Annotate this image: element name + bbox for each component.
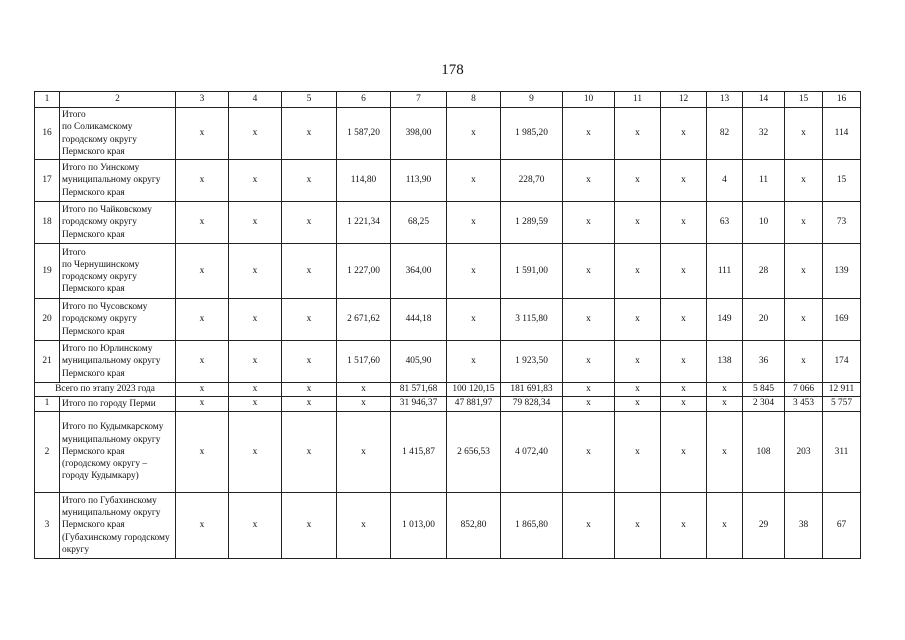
table-cell: x	[337, 411, 391, 492]
table-cell: 1 985,20	[501, 108, 563, 160]
table-cell: 169	[823, 299, 861, 341]
table-cell: 114	[823, 108, 861, 160]
table-cell: x	[229, 411, 282, 492]
table-cell: x	[615, 160, 661, 202]
table-cell: 20	[743, 299, 785, 341]
table-cell: 67	[823, 492, 861, 558]
table-cell: 2 671,62	[337, 299, 391, 341]
table-cell: x	[176, 108, 229, 160]
row-number: 3	[35, 492, 60, 558]
table-cell: 100 120,15	[447, 383, 501, 397]
header-cell: 16	[823, 92, 861, 108]
header-cell: 3	[176, 92, 229, 108]
table-row	[35, 492, 861, 558]
table-cell: x	[661, 202, 707, 244]
table-cell: x	[563, 411, 615, 492]
table-cell: x	[615, 411, 661, 492]
table-cell: x	[282, 108, 337, 160]
table-cell: x	[282, 492, 337, 558]
table-cell: 7 066	[785, 383, 823, 397]
table-cell: x	[282, 396, 337, 411]
total-label: Всего по этапу 2023 года	[35, 383, 176, 397]
header-cell: 12	[661, 92, 707, 108]
table-cell: x	[661, 492, 707, 558]
table-cell: x	[176, 492, 229, 558]
table-cell: x	[615, 299, 661, 341]
header-cell: 5	[282, 92, 337, 108]
table-row	[35, 108, 861, 160]
table-cell: x	[229, 341, 282, 383]
table-cell: 36	[743, 341, 785, 383]
row-name: Итого по Чусовскому городскому округу Пермского края	[60, 299, 176, 341]
row-name: Итого по Кудымкарскому муниципальному округу Пермского края (городскому округу – городу Кудымкару)	[60, 411, 176, 492]
table-cell: 1 517,60	[337, 341, 391, 383]
table-cell: x	[661, 411, 707, 492]
table-cell: x	[563, 202, 615, 244]
table-cell: x	[661, 341, 707, 383]
table-cell: x	[337, 492, 391, 558]
table-cell: 4 072,40	[501, 411, 563, 492]
row-number: 20	[35, 299, 60, 341]
table-cell: 3 115,80	[501, 299, 563, 341]
table-cell: x	[707, 492, 743, 558]
table-row	[35, 411, 861, 492]
table-cell: x	[615, 202, 661, 244]
table-cell: x	[229, 396, 282, 411]
table-cell: 73	[823, 202, 861, 244]
table-cell: x	[615, 383, 661, 397]
table-cell: x	[447, 341, 501, 383]
table-cell: 5 845	[743, 383, 785, 397]
table-cell: x	[337, 383, 391, 397]
table-cell: 1 591,00	[501, 244, 563, 299]
table-cell: 174	[823, 341, 861, 383]
data-table	[34, 91, 861, 559]
table-cell: x	[563, 160, 615, 202]
table-cell: 1 865,80	[501, 492, 563, 558]
table-cell: x	[563, 299, 615, 341]
table-cell: x	[229, 299, 282, 341]
row-name: Итого по Соликамскому городскому округу Пермского края	[60, 108, 176, 160]
table-cell: 79 828,34	[501, 396, 563, 411]
table-cell: x	[785, 244, 823, 299]
table-cell: x	[615, 396, 661, 411]
row-name: Итого по Чайковскому городскому округу Пермского края	[60, 202, 176, 244]
table-cell: 63	[707, 202, 743, 244]
table-cell: 10	[743, 202, 785, 244]
row-number: 1	[35, 396, 60, 411]
table-cell: x	[707, 396, 743, 411]
table-cell: 139	[823, 244, 861, 299]
row-number: 17	[35, 160, 60, 202]
table-cell: x	[176, 202, 229, 244]
row-number: 19	[35, 244, 60, 299]
table-cell: x	[176, 383, 229, 397]
table-cell: x	[282, 341, 337, 383]
table-cell: x	[447, 244, 501, 299]
table-cell: 1 415,87	[391, 411, 447, 492]
table-cell: 2 656,53	[447, 411, 501, 492]
table-cell: 1 289,59	[501, 202, 563, 244]
table-cell: x	[229, 383, 282, 397]
table-cell: x	[707, 411, 743, 492]
table-cell: x	[282, 160, 337, 202]
row-number: 16	[35, 108, 60, 160]
table-cell: x	[337, 396, 391, 411]
table-cell: 12 911	[823, 383, 861, 397]
table-cell: x	[661, 160, 707, 202]
table-row	[35, 160, 861, 202]
table-cell: x	[229, 244, 282, 299]
header-cell: 9	[501, 92, 563, 108]
page-number: 178	[441, 62, 464, 78]
table-cell: x	[785, 160, 823, 202]
table-cell: 47 881,97	[447, 396, 501, 411]
total-row	[35, 383, 861, 397]
table-cell: 1 227,00	[337, 244, 391, 299]
table-cell: x	[785, 341, 823, 383]
table-cell: x	[176, 396, 229, 411]
table-cell: 444,18	[391, 299, 447, 341]
table-cell: x	[785, 202, 823, 244]
table-cell: x	[447, 160, 501, 202]
table-cell: x	[282, 299, 337, 341]
table-cell: 228,70	[501, 160, 563, 202]
table-cell: x	[282, 202, 337, 244]
header-cell: 11	[615, 92, 661, 108]
row-name: Итого по Чернушинскому городскому округу Пермского края	[60, 244, 176, 299]
table-cell: x	[615, 108, 661, 160]
table-cell: 398,00	[391, 108, 447, 160]
table-cell: 203	[785, 411, 823, 492]
table-cell: 405,90	[391, 341, 447, 383]
table-cell: 2 304	[743, 396, 785, 411]
table-row	[35, 202, 861, 244]
table-row	[35, 244, 861, 299]
table-cell: 111	[707, 244, 743, 299]
header-cell: 8	[447, 92, 501, 108]
table-cell: x	[661, 383, 707, 397]
table-cell: x	[176, 341, 229, 383]
table-cell: 113,90	[391, 160, 447, 202]
table-cell: x	[282, 411, 337, 492]
table-cell: x	[707, 383, 743, 397]
header-cell: 14	[743, 92, 785, 108]
table-cell: x	[176, 299, 229, 341]
table-cell: x	[563, 396, 615, 411]
table-cell: 29	[743, 492, 785, 558]
table-cell: x	[785, 108, 823, 160]
table-cell: 81 571,68	[391, 383, 447, 397]
table-cell: 28	[743, 244, 785, 299]
row-number: 18	[35, 202, 60, 244]
table-cell: 15	[823, 160, 861, 202]
table-cell: 82	[707, 108, 743, 160]
header-cell: 10	[563, 92, 615, 108]
table-cell: x	[176, 244, 229, 299]
table-cell: 1 013,00	[391, 492, 447, 558]
table-cell: x	[447, 299, 501, 341]
row-name: Итого по Губахинскому муниципальному округу Пермского края (Губахинскому городскому округу	[60, 492, 176, 558]
header-cell: 13	[707, 92, 743, 108]
table-cell: 38	[785, 492, 823, 558]
table-cell: x	[661, 244, 707, 299]
table-cell: x	[563, 383, 615, 397]
table-cell: x	[282, 383, 337, 397]
table-cell: 3 453	[785, 396, 823, 411]
table-cell: x	[563, 108, 615, 160]
table-cell: x	[447, 202, 501, 244]
table-row	[35, 299, 861, 341]
table-cell: x	[615, 244, 661, 299]
row-number: 2	[35, 411, 60, 492]
table-cell: 364,00	[391, 244, 447, 299]
table-cell: 32	[743, 108, 785, 160]
table-cell: 181 691,83	[501, 383, 563, 397]
header-cell: 15	[785, 92, 823, 108]
table-cell: x	[282, 244, 337, 299]
table-cell: 68,25	[391, 202, 447, 244]
table-cell: 852,80	[447, 492, 501, 558]
table-cell: x	[661, 299, 707, 341]
table-cell: 149	[707, 299, 743, 341]
row-name: Итого по Уинскому муниципальному округу Пермского края	[60, 160, 176, 202]
table-cell: x	[615, 341, 661, 383]
header-cell: 2	[60, 92, 176, 108]
table-cell: x	[229, 492, 282, 558]
table-cell: 114,80	[337, 160, 391, 202]
header-cell: 1	[35, 92, 60, 108]
table-cell: 4	[707, 160, 743, 202]
table-cell: x	[229, 160, 282, 202]
table-cell: x	[661, 396, 707, 411]
table-cell: x	[229, 202, 282, 244]
row-number: 21	[35, 341, 60, 383]
table-cell: 108	[743, 411, 785, 492]
table-cell: x	[563, 244, 615, 299]
header-cell: 4	[229, 92, 282, 108]
table-cell: x	[176, 411, 229, 492]
table-cell: x	[563, 492, 615, 558]
table-cell: 5 757	[823, 396, 861, 411]
table-cell: 311	[823, 411, 861, 492]
table-cell: x	[563, 341, 615, 383]
table-cell: x	[661, 108, 707, 160]
table-cell: x	[447, 108, 501, 160]
row-name: Итого по городу Перми	[60, 396, 176, 411]
table-cell: 1 221,34	[337, 202, 391, 244]
table-row	[35, 341, 861, 383]
table-cell: x	[176, 160, 229, 202]
table-cell: x	[229, 108, 282, 160]
row-name: Итого по Юрлинскому муниципальному округу Пермского края	[60, 341, 176, 383]
table-cell: x	[785, 299, 823, 341]
table-cell: 1 923,50	[501, 341, 563, 383]
table-cell: 138	[707, 341, 743, 383]
header-cell: 6	[337, 92, 391, 108]
header-cell: 7	[391, 92, 447, 108]
header-row	[35, 92, 861, 108]
table-cell: 11	[743, 160, 785, 202]
table-row	[35, 396, 861, 411]
table-cell: x	[615, 492, 661, 558]
table-cell: 1 587,20	[337, 108, 391, 160]
table-cell: 31 946,37	[391, 396, 447, 411]
